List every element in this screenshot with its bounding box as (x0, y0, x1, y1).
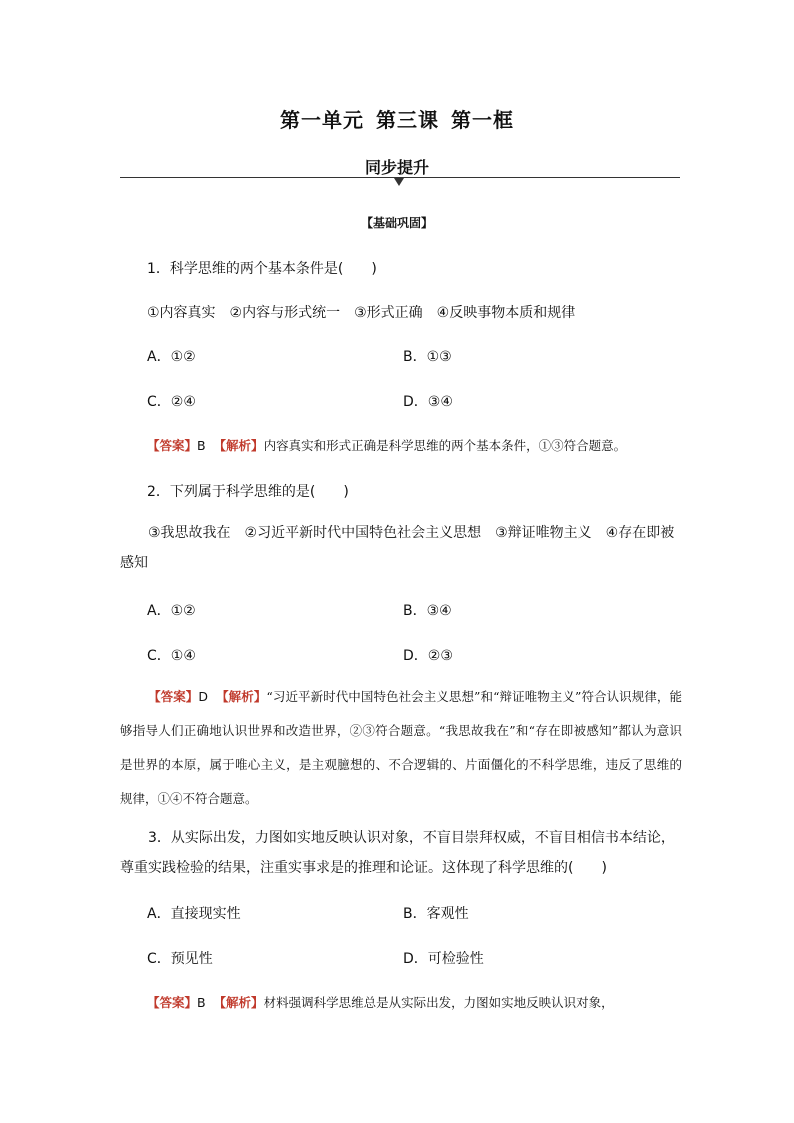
question-3-stem-text: 3．从实际出发，力图如实地反映认识对象，不盲目崇拜权威，不盲目相信书本结论，尊重实践检验的结果，注重实事求是的推理和论证。这体现了科学思维的( ) (120, 830, 675, 876)
question-1-option-c: C．②④ (147, 394, 196, 410)
question-3-option-d: D．可检验性 (403, 951, 484, 967)
title-lesson: 第三课 (376, 108, 439, 132)
page-title (0, 104, 794, 133)
answer-tag: 【答案】 (147, 995, 198, 1010)
question-2-option-d: D．②③ (403, 648, 453, 664)
section-heading: 【基础巩固】 (360, 216, 433, 230)
analysis-tag: 【解析】 (213, 995, 264, 1010)
answer-analysis: 内容真实和形式正确是科学思维的两个基本条件，①③符合题意。 (263, 438, 627, 453)
question-2-option-a: A．①② (147, 603, 196, 619)
answer-letter: D (198, 689, 209, 704)
answer-letter: B (197, 995, 206, 1010)
question-2-stem: 2．下列属于科学思维的是( ) (147, 484, 349, 500)
question-2-items (120, 518, 680, 578)
question-1-answer (147, 436, 626, 454)
answer-tag: 【答案】 (147, 438, 198, 453)
question-1-stem: 1．科学思维的两个基本条件是( ) (147, 261, 377, 277)
analysis-tag: 【解析】 (213, 438, 264, 453)
analysis-tag: 【解析】 (216, 689, 267, 704)
question-1-items: ①内容真实 ②内容与形式统一 ③形式正确 ④反映事物本质和规律 (147, 305, 576, 321)
question-1-option-d: D．③④ (403, 394, 453, 410)
question-2-items-text: ③我思故我在 ②习近平新时代中国特色社会主义思想 ③辩证唯物主义 ④存在即被感知 (120, 525, 675, 571)
question-3-option-b: B．客观性 (403, 906, 469, 922)
question-3-option-c: C．预见性 (147, 951, 213, 967)
question-2-option-b: B．③④ (403, 603, 452, 619)
question-3-stem (120, 823, 680, 883)
question-2-option-c: C．①④ (147, 648, 196, 664)
question-1-option-b: B．①③ (403, 349, 452, 365)
title-unit: 第一单元 (280, 108, 364, 132)
answer-analysis: “习近平新时代中国特色社会主义思想”和“辩证唯物主义”符合认识规律，能够指导人们正确地认识世界和改造世界，②③符合题意。“我思故我在”和“存在即被感知”都认为意识是世界的本原，属于唯心主义，是主观臆想的、不合逻辑的、片面僵化的不科学思维，违反了思维的规律，①④不符合题意。 (120, 689, 682, 806)
question-3-option-a: A．直接现实性 (147, 906, 241, 922)
answer-tag: 【答案】 (148, 689, 199, 704)
triangle-down-icon (394, 178, 404, 186)
question-3-answer (147, 993, 614, 1011)
question-2-answer (120, 680, 682, 816)
title-frame: 第一框 (451, 108, 514, 132)
page-subtitle: 同步提升 (364, 158, 429, 177)
answer-letter: B (197, 438, 206, 453)
question-1-option-a: A．①② (147, 349, 196, 365)
answer-analysis: 材料强调科学思维总是从实际出发，力图如实地反映认识对象， (263, 995, 614, 1010)
